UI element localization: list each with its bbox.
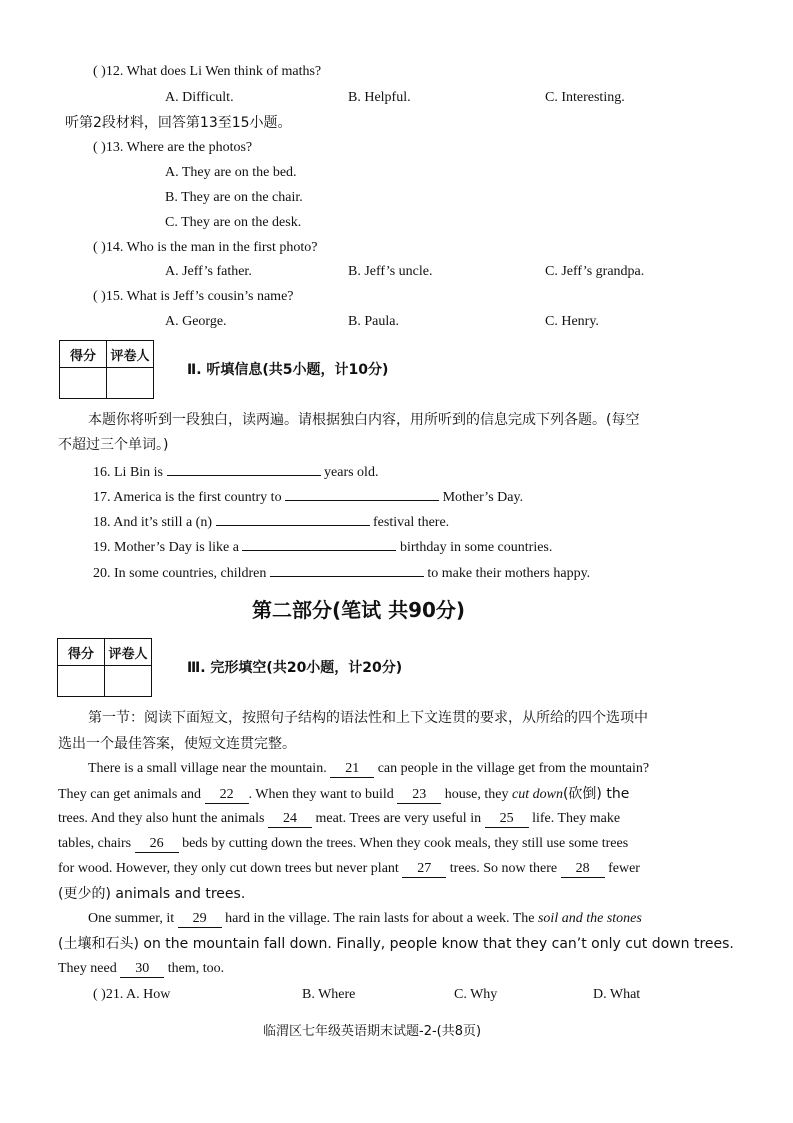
question-12-option-b[interactable]: B. Helpful. (348, 90, 411, 105)
question-13-option-a[interactable]: A. They are on the bed. (165, 165, 297, 180)
passage-line-6: (更少的) animals and trees. (58, 886, 246, 902)
cloze-blank-27[interactable]: 27 (402, 861, 446, 878)
cloze-blank-28[interactable]: 28 (561, 861, 605, 878)
score-cell[interactable] (58, 666, 105, 697)
score-cell[interactable] (60, 368, 107, 399)
question-15-option-a[interactable]: A. George. (165, 314, 227, 329)
question-15-option-c[interactable]: C. Henry. (545, 314, 599, 329)
score-box-part-2 (59, 340, 154, 399)
part-2-instructions-line-2: 不超过三个单词。) (58, 437, 169, 453)
question-13-stem: ( )13. Where are the photos? (93, 140, 253, 155)
passage-line-3: trees. And they also hunt the animals 24 meat. Trees are very useful in 25 life. They make (58, 811, 621, 826)
answer-blank-19[interactable] (242, 535, 396, 551)
answer-blank-18[interactable] (216, 510, 370, 526)
question-21-option-c[interactable]: C. Why (454, 987, 498, 1002)
score-label: 得分 (60, 341, 107, 368)
cloze-blank-21[interactable]: 21 (330, 761, 374, 778)
question-13-option-c[interactable]: C. They are on the desk. (165, 215, 302, 230)
part-2-instructions-line-1: 本题你将听到一段独白，读两遍。请根据独白内容，用所听到的信息完成下列各题。(每空 (88, 412, 640, 428)
grader-cell[interactable] (105, 666, 152, 697)
passage-line-7: One summer, it 29 hard in the village. The rain lasts for about a week. The soil and the stones (88, 911, 642, 926)
question-14-option-a[interactable]: A. Jeff’s father. (165, 264, 252, 279)
answer-blank-16[interactable] (167, 460, 321, 476)
question-17: 17. America is the first country to Mother’s Day. (93, 485, 523, 508)
question-12-option-a[interactable]: A. Difficult. (165, 90, 234, 105)
cloze-blank-23[interactable]: 23 (397, 787, 441, 804)
cloze-blank-26[interactable]: 26 (135, 836, 179, 853)
grader-label: 评卷人 (107, 341, 154, 368)
page-footer: 临渭区七年级英语期末试题-2-(共8页) (263, 1024, 482, 1039)
passage-line-1: There is a small village near the mountain. 21 can people in the village get from the mountain? (88, 761, 650, 776)
cloze-blank-24[interactable]: 24 (268, 811, 312, 828)
question-14-option-b[interactable]: B. Jeff’s uncle. (348, 264, 433, 279)
question-21-option-d[interactable]: D. What (593, 987, 641, 1002)
passage-line-8: (土壤和石头) on the mountain fall down. Finally, people know that they can’t only cut down trees. (58, 936, 734, 952)
question-12-option-c[interactable]: C. Interesting. (545, 90, 625, 105)
part-3-instructions-line-1: 第一节：阅读下面短文，按照句子结构的语法性和上下文连贯的要求，从所给的四个选项中 (88, 710, 648, 726)
written-part-title: 第二部分(笔试 共90分) (252, 598, 466, 622)
question-18: 18. And it’s still a (n) festival there. (93, 510, 449, 533)
grader-cell[interactable] (107, 368, 154, 399)
part-2-heading: Ⅱ. 听填信息(共5小题，计10分) (187, 362, 389, 378)
question-21-option-b[interactable]: B. Where (302, 987, 356, 1002)
question-21-stem: ( )21. A. How (93, 987, 171, 1002)
part-3-heading: Ⅲ. 完形填空(共20小题，计20分) (187, 660, 403, 676)
passage-line-2: They can get animals and 22 . When they want to build 23 house, they cut down(砍倒) the (58, 786, 630, 802)
question-19: 19. Mother’s Day is like a birthday in some countries. (93, 535, 552, 558)
score-box-part-3 (57, 638, 152, 697)
cloze-blank-25[interactable]: 25 (485, 811, 529, 828)
section-2-note: 听第2段材料，回答第13至15小题。 (65, 115, 292, 131)
passage-line-5: for wood. However, they only cut down trees but never plant 27 trees. So now there 28 fewer (58, 861, 640, 876)
answer-blank-20[interactable] (270, 561, 424, 577)
score-label: 得分 (58, 639, 105, 666)
question-15-option-b[interactable]: B. Paula. (348, 314, 399, 329)
cloze-blank-29[interactable]: 29 (178, 911, 222, 928)
question-15-stem: ( )15. What is Jeff’s cousin’s name? (93, 289, 294, 304)
passage-line-9: They need 30 them, too. (58, 961, 225, 976)
question-20: 20. In some countries, children to make their mothers happy. (93, 561, 590, 584)
question-13-option-b[interactable]: B. They are on the chair. (165, 190, 303, 205)
question-16: 16. Li Bin is years old. (93, 460, 378, 483)
passage-line-4: tables, chairs 26 beds by cutting down the trees. When they cook meals, they still use some trees (58, 836, 629, 851)
question-14-stem: ( )14. Who is the man in the first photo? (93, 240, 318, 255)
question-14-option-c[interactable]: C. Jeff’s grandpa. (545, 264, 645, 279)
cloze-blank-22[interactable]: 22 (205, 787, 249, 804)
grader-label: 评卷人 (105, 639, 152, 666)
question-12-stem: ( )12. What does Li Wen think of maths? (93, 64, 322, 79)
cloze-blank-30[interactable]: 30 (120, 961, 164, 978)
answer-blank-17[interactable] (285, 485, 439, 501)
part-3-instructions-line-2: 选出一个最佳答案，使短文连贯完整。 (58, 736, 296, 752)
